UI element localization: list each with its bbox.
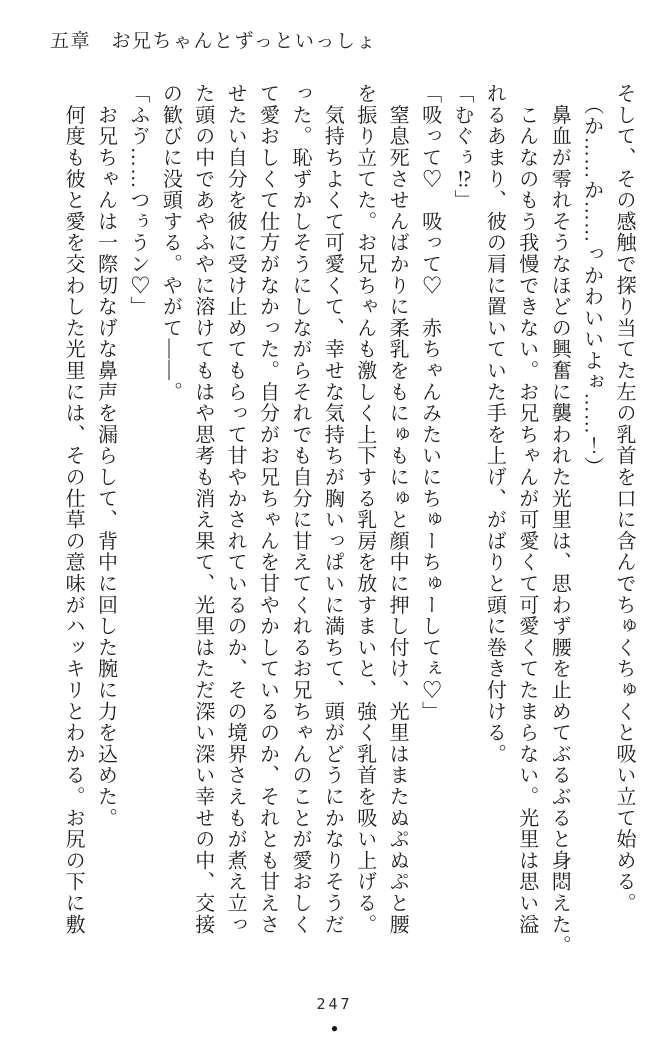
chapter-header: 五章 お兄ちゃんとずっといっしょ: [50, 31, 377, 52]
body-text: [56, 83, 640, 957]
text-column: れるあまり、彼の肩に置いていた手を上げ、がばりと頭に巻き付ける。: [483, 83, 506, 765]
text-column: た頭の中であやふやに溶けてもはや思考も消え果て、光里はただ深い深い幸せの中、交接: [191, 83, 214, 935]
text-column: った。恥ずかしそうにしながらそれでも自分に甘えてくれるお兄ちゃんのことが愛おしく: [288, 83, 311, 935]
text-column: 窒息死させんばかりに柔乳をもにゅもにゅと顔中に押し付け、光里はまたぬぷぬぷと腰: [386, 83, 409, 935]
text-column: （か……か……っかわいいよぉ……！）: [580, 83, 603, 478]
text-column: 「むぐぅ⁉」: [450, 83, 473, 211]
text-column: を振り立てた。お兄ちゃんも激しく上下する乳房を放すまいと、強く乳首を吸い上げる。: [353, 83, 376, 935]
text-column: 気持ちよくて可愛くて、幸せな気持ちが胸いっぱいに満ちて、頭がどうにかなりそうだ: [321, 83, 344, 935]
text-column: こんなのもう我慢できない。お兄ちゃんが可愛くて可愛くてたまらない。光里は思い溢: [515, 83, 538, 935]
text-column: そして、その感触で探り当てた左の乳首を口に含んでちゅくちゅくと吸い立て始める。: [613, 83, 635, 914]
page-number: 247: [316, 995, 353, 1013]
text-column: 何度も彼と愛を交わした光里には、その仕草の意味がハッキリとわかる。お尻の下に敷: [62, 83, 85, 935]
text-column: お兄ちゃんは一際切なげな鼻声を漏らして、背中に回した腕に力を込めた。: [94, 83, 117, 829]
text-column: せたい自分を彼に受け止めてもらって甘やかされているのか、その境界さえもが煮え立っ: [224, 83, 247, 935]
text-column: て愛おしくて仕方がなかった。自分がお兄ちゃんを甘やかしているのか、それとも甘えさ: [256, 83, 279, 935]
text-column: 鼻血が零れそうなほどの興奮に襲われた光里は、思わず腰を止めてぶるぶると身悶えた。: [548, 83, 571, 957]
text-column: 「ふゔ……つぅうン♡」: [126, 83, 149, 318]
text-column: 「吸って♡ 吸って♡ 赤ちゃんみたいにちゅーちゅーしてぇ♡」: [418, 83, 441, 722]
text-column: の歓びに没頭する。やがて――。: [159, 83, 182, 403]
footer-dot-mark: ●: [330, 1021, 339, 1035]
